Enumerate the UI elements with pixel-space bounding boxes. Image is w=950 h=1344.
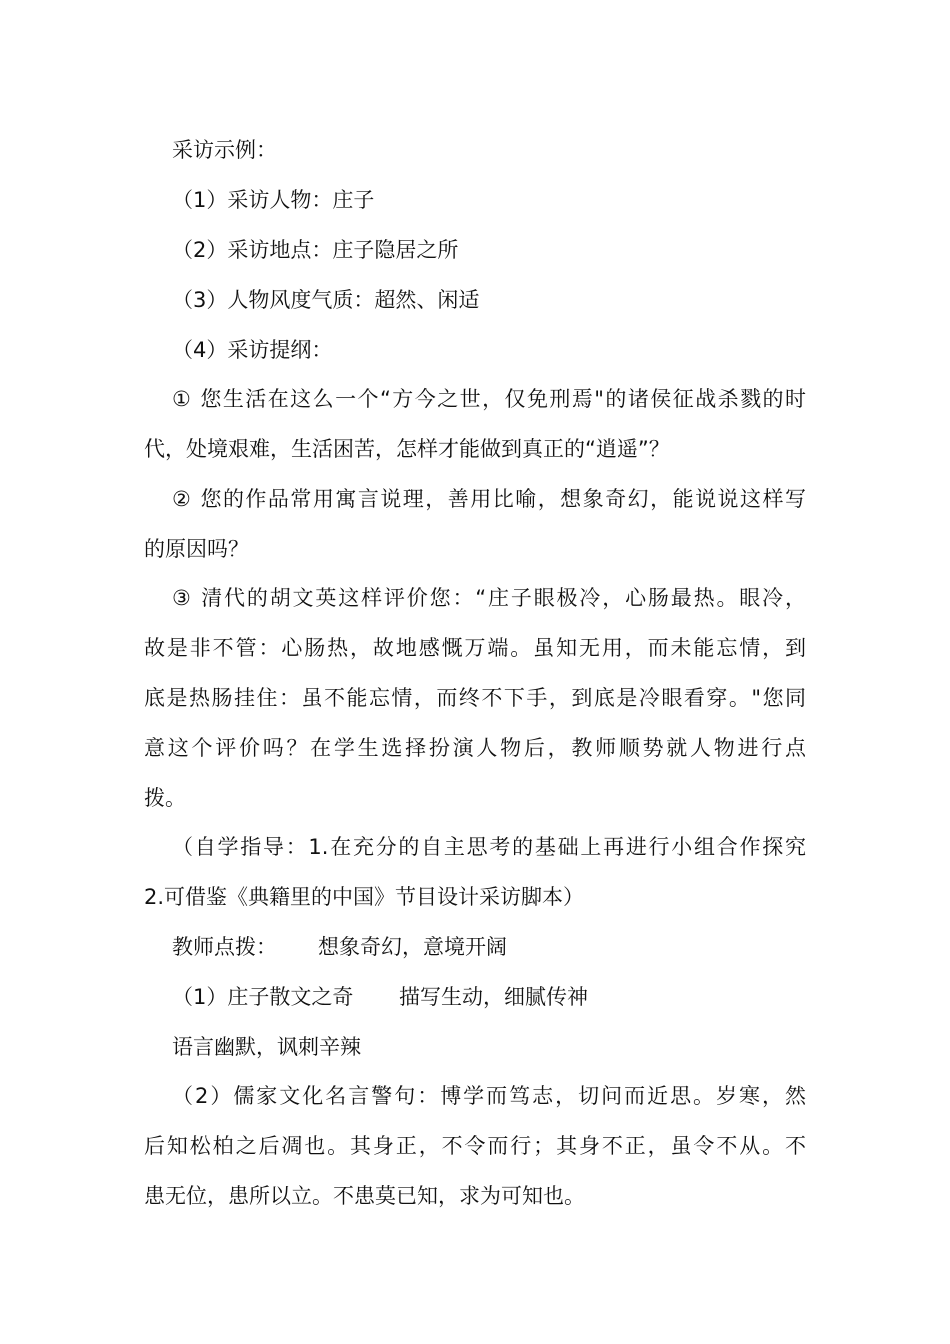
teacher-item-zhuangzi-prose: （1）庄子散文之奇: [172, 985, 354, 1009]
question-2-line-2: 的原因吗？: [144, 537, 249, 561]
question-3-line-5: 拨。: [144, 786, 186, 810]
item-character-temperament: （3）人物风度气质：超然、闲适: [172, 288, 480, 312]
confucian-quotes-line-2: 后知松柏之后凋也。其身正，不令而行；其身不正，虽令不从。不: [144, 1134, 806, 1158]
item-interview-person: （1）采访人物：庄子: [172, 188, 375, 212]
item-interview-outline: （4）采访提纲：: [172, 338, 333, 362]
teacher-point-language: 语言幽默，讽刺辛辣: [172, 1035, 361, 1059]
question-3-line-4: 意这个评价吗？在学生选择扮演人物后，教师顺势就人物进行点: [144, 736, 806, 760]
item-interview-location: （2）采访地点：庄子隐居之所: [172, 238, 459, 262]
question-1-line-2: 代，处境艰难，生活困苦，怎样才能做到真正的“逍遥”？: [144, 437, 670, 461]
question-3-line-2: 故是非不管：心肠热，故地感慨万端。虽知无用，而未能忘情，到: [144, 636, 806, 660]
question-3-line-3: 底是热肠挂住：虽不能忘情，而终不下手，到底是冷眼看穿。"您同: [144, 686, 806, 710]
self-study-guide-line-2: 2.可借鉴《典籍里的中国》节目设计采访脚本）: [144, 885, 585, 909]
confucian-quotes-line-1: （2）儒家文化名言警句：博学而笃志，切问而近思。岁寒，然: [172, 1084, 806, 1108]
teacher-point-description: 描写生动，细腻传神: [399, 985, 588, 1009]
teacher-point-imagination: 想象奇幻，意境开阔: [318, 935, 507, 959]
confucian-quotes-line-3: 患无位，患所以立。不患莫已知，求为可知也。: [144, 1184, 585, 1208]
heading-interview-example: 采访示例：: [172, 138, 277, 162]
teacher-guidance-label: 教师点拨：: [172, 935, 277, 959]
self-study-guide-line-1: （自学指导：1.在充分的自主思考的基础上再进行小组合作探究: [172, 835, 806, 859]
question-1-line-1: ① 您生活在这么一个“方今之世，仅免刑焉"的诸侯征战杀戮的时: [172, 387, 806, 411]
question-2-line-1: ② 您的作品常用寓言说理，善用比喻，想象奇幻，能说说这样写: [172, 487, 806, 511]
question-3-line-1: ③ 清代的胡文英这样评价您：“庄子眼极冷，心肠最热。眼冷，: [172, 586, 806, 610]
